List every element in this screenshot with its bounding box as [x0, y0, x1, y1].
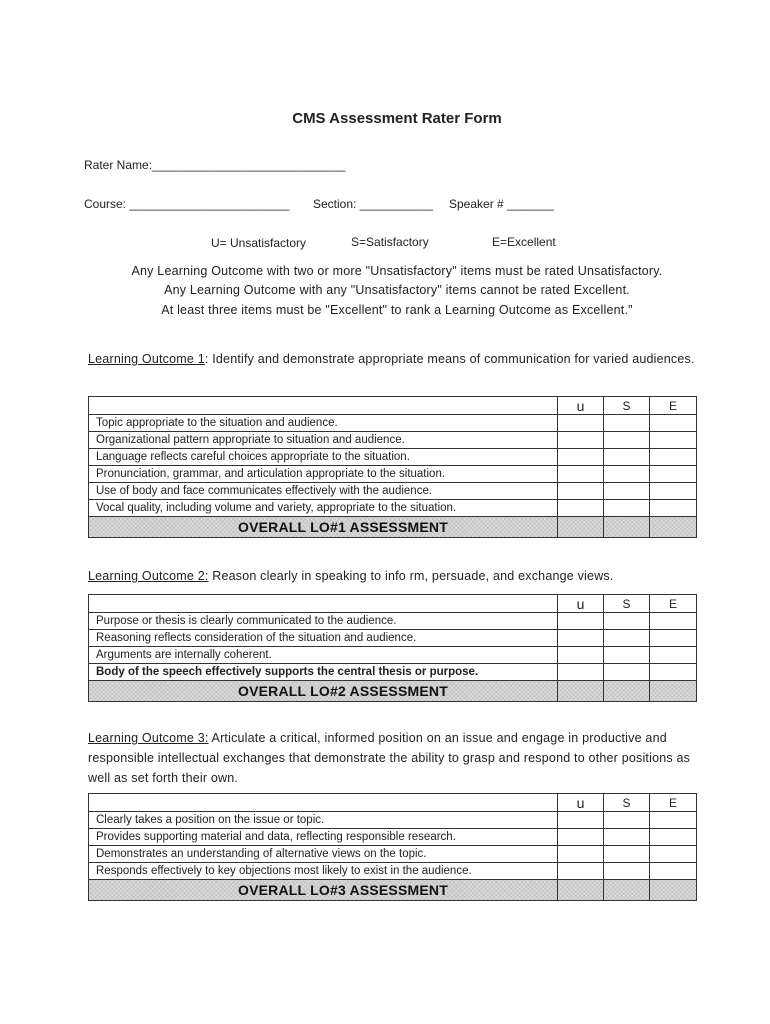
course-field[interactable]: Course: ________________________: [84, 197, 290, 211]
column-u-header: u: [558, 595, 604, 613]
column-s-header: S: [604, 397, 650, 415]
overall-s-cell[interactable]: [604, 517, 650, 538]
item-label: Responds effectively to key objections most likely to exist in the audience.: [89, 863, 558, 880]
legend-satisfactory: S=Satisfactory: [351, 235, 429, 249]
item-label: Pronunciation, grammar, and articulation appropriate to the situation.: [89, 466, 558, 483]
rating-u-cell[interactable]: [558, 500, 604, 517]
overall-assessment-row: [89, 681, 697, 702]
rating-e-cell[interactable]: [650, 630, 697, 647]
table-row: [89, 630, 697, 647]
item-label: Demonstrates an understanding of alternative views on the topic.: [89, 846, 558, 863]
rating-s-cell[interactable]: [604, 846, 650, 863]
rating-s-cell[interactable]: [604, 432, 650, 449]
table-header-row: [89, 794, 697, 812]
table-row: [89, 483, 697, 500]
rating-u-cell[interactable]: [558, 846, 604, 863]
column-s-header: S: [604, 794, 650, 812]
learning-outcome-1-description: [88, 349, 700, 369]
item-label: Vocal quality, including volume and variety, appropriate to the situation.: [89, 500, 558, 517]
rating-u-cell[interactable]: [558, 432, 604, 449]
rating-u-cell[interactable]: [558, 449, 604, 466]
overall-e-cell[interactable]: [650, 517, 697, 538]
table-row: [89, 432, 697, 449]
item-label: Language reflects careful choices appropriate to the situation.: [89, 449, 558, 466]
table-row: [89, 647, 697, 664]
overall-e-cell[interactable]: [650, 880, 697, 901]
column-s-header: S: [604, 595, 650, 613]
rating-u-cell[interactable]: [558, 664, 604, 681]
legend-excellent: E=Excellent: [492, 235, 556, 249]
rating-s-cell[interactable]: [604, 664, 650, 681]
rating-e-cell[interactable]: [650, 863, 697, 880]
table-row: [89, 829, 697, 846]
rating-s-cell[interactable]: [604, 466, 650, 483]
rating-e-cell[interactable]: [650, 466, 697, 483]
learning-outcome-3-description: [88, 728, 700, 788]
speaker-field[interactable]: Speaker # _______: [449, 197, 554, 211]
table-row: [89, 415, 697, 432]
table-row: [89, 664, 697, 681]
column-e-header: E: [650, 595, 697, 613]
column-u-header: u: [558, 397, 604, 415]
rating-e-cell[interactable]: [650, 500, 697, 517]
overall-lo2-label: OVERALL LO#2 ASSESSMENT: [89, 681, 558, 702]
rule-line-1: Any Learning Outcome with two or more "Unsatisfactory" items must be rated Unsatisfactory.: [131, 264, 663, 278]
rating-s-cell[interactable]: [604, 613, 650, 630]
learning-outcome-2-text: Reason clearly in speaking to info rm, persuade, and exchange views.: [208, 569, 614, 583]
learning-outcome-2-description: [88, 566, 700, 586]
rating-e-cell[interactable]: [650, 664, 697, 681]
overall-s-cell[interactable]: [604, 880, 650, 901]
rating-u-cell[interactable]: [558, 613, 604, 630]
overall-u-cell[interactable]: [558, 681, 604, 702]
lo3-rubric-table: [88, 793, 697, 901]
overall-lo3-label: OVERALL LO#3 ASSESSMENT: [89, 880, 558, 901]
lo2-rubric-table: [88, 594, 697, 702]
rating-s-cell[interactable]: [604, 483, 650, 500]
rule-line-2: Any Learning Outcome with any "Unsatisfactory" items cannot be rated Excellent.: [164, 283, 630, 297]
rating-s-cell[interactable]: [604, 415, 650, 432]
overall-u-cell[interactable]: [558, 880, 604, 901]
overall-u-cell[interactable]: [558, 517, 604, 538]
table-row: [89, 812, 697, 829]
rating-u-cell[interactable]: [558, 812, 604, 829]
rating-u-cell[interactable]: [558, 466, 604, 483]
overall-s-cell[interactable]: [604, 681, 650, 702]
item-label: Arguments are internally coherent.: [89, 647, 558, 664]
rating-e-cell[interactable]: [650, 432, 697, 449]
rating-u-cell[interactable]: [558, 415, 604, 432]
item-label: Body of the speech effectively supports the central thesis or purpose.: [89, 664, 558, 681]
section-field[interactable]: Section: ___________: [313, 197, 434, 211]
rating-e-cell[interactable]: [650, 415, 697, 432]
table-header-row: [89, 595, 697, 613]
learning-outcome-2-heading: Learning Outcome 2:: [88, 569, 209, 583]
overall-assessment-row: [89, 880, 697, 901]
table-row: [89, 846, 697, 863]
rule-line-3: At least three items must be "Excellent" to rank a Learning Outcome as Excellent.": [161, 303, 633, 317]
rating-e-cell[interactable]: [650, 647, 697, 664]
item-label: Organizational pattern appropriate to situation and audience.: [89, 432, 558, 449]
overall-lo1-label: OVERALL LO#1 ASSESSMENT: [89, 517, 558, 538]
item-label: Reasoning reflects consideration of the situation and audience.: [89, 630, 558, 647]
header-blank: [89, 397, 558, 415]
page-title: CMS Assessment Rater Form: [292, 110, 502, 127]
item-label: Purpose or thesis is clearly communicated to the audience.: [89, 613, 558, 630]
rating-s-cell[interactable]: [604, 863, 650, 880]
learning-outcome-3-text: Articulate a critical, informed position on an issue and engage in productive and responsible intellectual exchanges that demonstrate the ability to grasp and respond to other positions as well as set forth their own.: [88, 731, 691, 785]
rating-e-cell[interactable]: [650, 812, 697, 829]
table-row: [89, 613, 697, 630]
table-header-row: [89, 397, 697, 415]
learning-outcome-1-heading: Learning Outcome 1: [88, 352, 205, 366]
rating-u-cell[interactable]: [558, 829, 604, 846]
rating-s-cell[interactable]: [604, 812, 650, 829]
rating-e-cell[interactable]: [650, 483, 697, 500]
learning-outcome-3-heading: Learning Outcome 3:: [88, 731, 209, 745]
table-row: [89, 863, 697, 880]
header-blank: [89, 595, 558, 613]
lo1-rubric-table: [88, 396, 697, 538]
column-u-header: u: [558, 794, 604, 812]
rating-e-cell[interactable]: [650, 449, 697, 466]
overall-e-cell[interactable]: [650, 681, 697, 702]
rating-u-cell[interactable]: [558, 483, 604, 500]
table-row: [89, 449, 697, 466]
overall-assessment-row: [89, 517, 697, 538]
legend-unsatisfactory: U= Unsatisfactory: [211, 236, 307, 250]
item-label: Topic appropriate to the situation and audience.: [89, 415, 558, 432]
rating-e-cell[interactable]: [650, 829, 697, 846]
table-row: [89, 500, 697, 517]
rating-u-cell[interactable]: [558, 647, 604, 664]
learning-outcome-1-text: : Identify and demonstrate appropriate means of communication for varied audiences.: [204, 352, 695, 366]
rating-e-cell[interactable]: [650, 846, 697, 863]
rating-s-cell[interactable]: [604, 647, 650, 664]
rater-name-field[interactable]: Rater Name:_____________________________: [84, 158, 346, 172]
rating-s-cell[interactable]: [604, 449, 650, 466]
header-blank: [89, 794, 558, 812]
rating-s-cell[interactable]: [604, 500, 650, 517]
item-label: Use of body and face communicates effectively with the audience.: [89, 483, 558, 500]
rating-u-cell[interactable]: [558, 863, 604, 880]
column-e-header: E: [650, 397, 697, 415]
rating-s-cell[interactable]: [604, 630, 650, 647]
item-label: Clearly takes a position on the issue or topic.: [89, 812, 558, 829]
rating-s-cell[interactable]: [604, 829, 650, 846]
rating-u-cell[interactable]: [558, 630, 604, 647]
table-row: [89, 466, 697, 483]
rating-e-cell[interactable]: [650, 613, 697, 630]
column-e-header: E: [650, 794, 697, 812]
item-label: Provides supporting material and data, reflecting responsible research.: [89, 829, 558, 846]
